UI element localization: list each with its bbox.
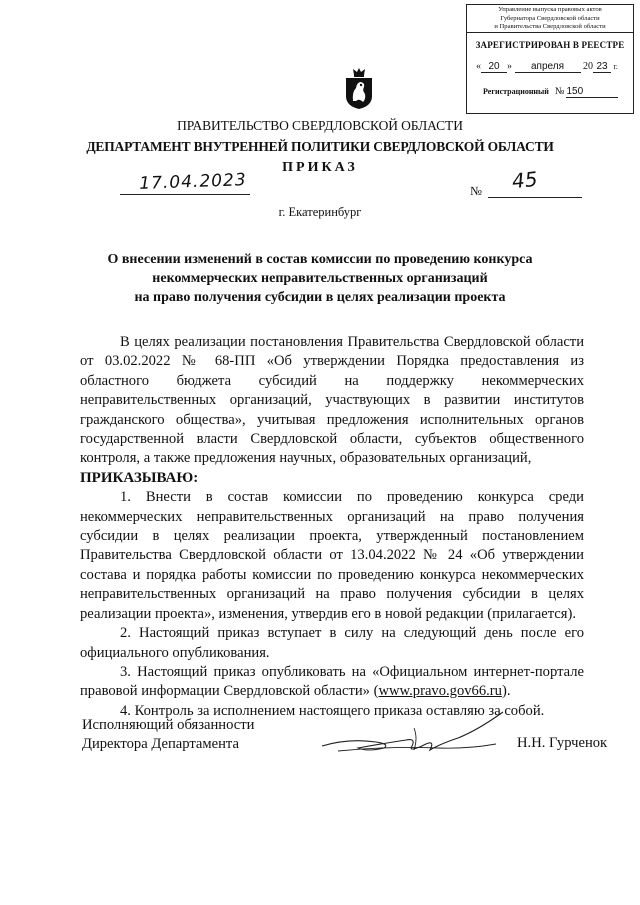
registry-stamp-header	[466, 4, 634, 33]
preamble-paragraph: В целях реализации постановления Правительства Свердловской области от 03.02.2022 № 68-ПП «Об утверждении Порядка предоставления из областного бюджета субсидий на поддержку некоммерческих неправительственных организаций, участвующих в развитии институтов гражданского общества», учитывая предложения исполнительных органов государственной власти Свердловской области, субъектов общественного контроля, а также предложения научных, образовательных организаций,	[80, 334, 584, 467]
handwritten-number: 45	[510, 166, 539, 194]
order-item-2: 2. Настоящий приказ вступает в силу на следующий день после его официального опубликования.	[80, 625, 584, 661]
stamp-header-line: и Правительства Свердловской области	[494, 23, 606, 31]
coat-of-arms-emblem	[344, 68, 374, 115]
orders-word: ПРИКАЗЫВАЮ:	[80, 469, 199, 486]
signatory-position	[82, 716, 254, 755]
position-line: Директора Департамента	[82, 736, 239, 753]
order-item-3-text: 3. Настоящий приказ опубликовать на «Официальном интернет-портале правовой информации Свердловской области» (	[80, 663, 584, 700]
stamp-reg-row	[483, 86, 618, 98]
document-type: ПРИКАЗ	[282, 160, 358, 175]
stamp-reg-number: 150	[566, 86, 618, 98]
stamp-year-suffix: 23	[593, 61, 611, 73]
registry-stamp	[466, 33, 634, 114]
stamp-header-line: Губернатора Свердловской области	[500, 14, 600, 22]
stamp-year-prefix: 20	[583, 61, 593, 72]
stamp-title: ЗАРЕГИСТРИРОВАН В РЕЕСТРЕ	[475, 40, 625, 50]
handwritten-date: 17.04.2023	[139, 170, 247, 194]
org-name-government: ПРАВИТЕЛЬСТВО СВЕРДЛОВСКОЙ ОБЛАСТИ	[177, 118, 463, 133]
stamp-header-line: Управление выпуска правовых актов	[498, 6, 602, 13]
city: г. Екатеринбург	[278, 205, 362, 219]
title-line: на право получения субсидии в целях реализации проекта	[134, 290, 506, 305]
stamp-month: апреля	[515, 61, 581, 73]
stamp-date-row: « 20 » апреля 20 23 г.	[476, 61, 618, 72]
stamp-reg-no-label: №	[554, 86, 565, 97]
pravo-portal-link[interactable]: www.pravo.gov66.ru	[378, 683, 502, 700]
order-item-3-tail: ).	[501, 683, 511, 700]
stamp-day: 20	[481, 61, 507, 73]
number-label: №	[470, 184, 482, 198]
order-item-1: 1. Внести в состав комиссии по проведению конкурса среди некоммерческих неправительственных организаций на право получения субсидии в целях реализации проекта, утвержденный постановлением Правительства Свердловской области от 13.04.2022 № 24 «Об утверждении состава и порядка работы комиссии по проведению конкурса некоммерческих неправительственных организаций на право получения субсидии в целях реализации проекта», изменения, утвердив его в новой редакции (прилагается).	[80, 489, 584, 622]
title-line: О внесении изменений в состав комиссии по проведению конкурса	[107, 252, 533, 267]
date-underline	[120, 194, 250, 195]
order-item-3	[80, 663, 584, 702]
org-name-department: ДЕПАРТАМЕНТ ВНУТРЕННЕЙ ПОЛИТИКИ СВЕРДЛОВСКОЙ ОБЛАСТИ	[86, 139, 554, 154]
number-underline	[488, 197, 582, 198]
document-title	[80, 250, 560, 307]
document-body	[80, 333, 584, 721]
title-line: некоммерческих неправительственных организаций	[152, 271, 488, 286]
signatory-name: Н.Н. Гурченок	[517, 735, 608, 751]
position-line: Исполняющий обязанности	[82, 717, 255, 733]
order-item-4: 4. Контроль за исполнением настоящего приказа оставляю за собой.	[120, 702, 545, 719]
handwritten-signature	[318, 708, 513, 763]
stamp-year-abbr: г.	[613, 62, 618, 71]
stamp-reg-label: Регистрационный	[483, 87, 549, 96]
